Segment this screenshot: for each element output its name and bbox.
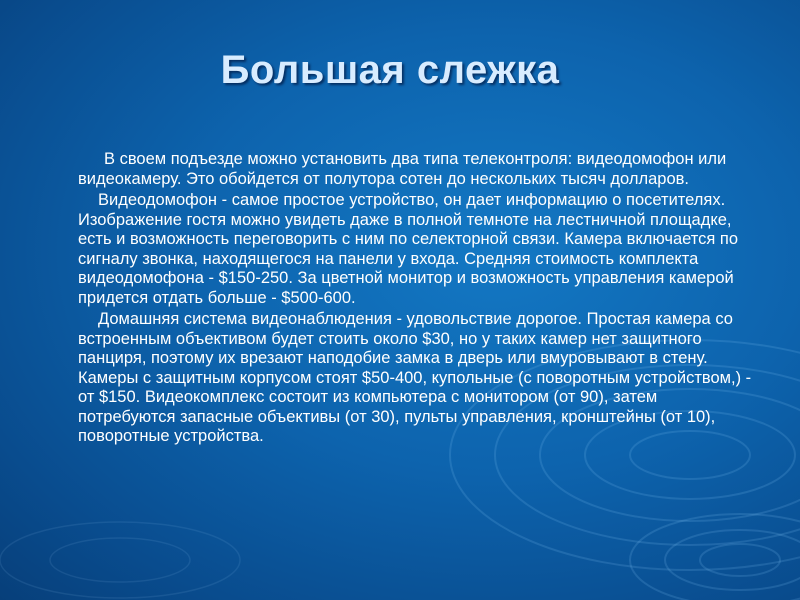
slide-body: [78, 150, 758, 449]
paragraph-videodomofon: Видеодомофон - самое простое устройство, он дает информацию о посетителях. Изображение гостя можно увидеть даже в полной темноте на лестничной площадке, есть и возможность переговорить с ним по селекторной связи. Камера включается по сигналу звонка, находящегося на панели у входа. Средняя стоимость комплекта видеодомофона - $150-250. За цветной монитор и возможность управления камерой придется отдать больше - $500-600.: [78, 191, 739, 307]
slide-title: Большая слежка: [220, 48, 560, 92]
paragraph-intro: В своем подъезде можно установить два типа телеконтроля: видеодомофон или видеокамеру. Это обойдется от полутора сотен до нескольких тысяч долларов.: [78, 150, 727, 188]
paragraph-home-video-system: Домашняя система видеонаблюдения - удовольствие дорогое. Простая камера со встроенным объективом будет стоить около $30, но у таких камер нет защитного панциря, поэтому их врезают наподобие замка в дверь или вмуровывают в стену. Камеры с защитным корпусом стоят $50-400, купольные (с поворотным устройством,) - от $150. Видеокомплекс состоит из компьютера с монитором (от 90), затем потребуются запасные объективы (от 30), пульты управления, кронштейны (от 10), поворотные устройства.: [78, 310, 752, 445]
